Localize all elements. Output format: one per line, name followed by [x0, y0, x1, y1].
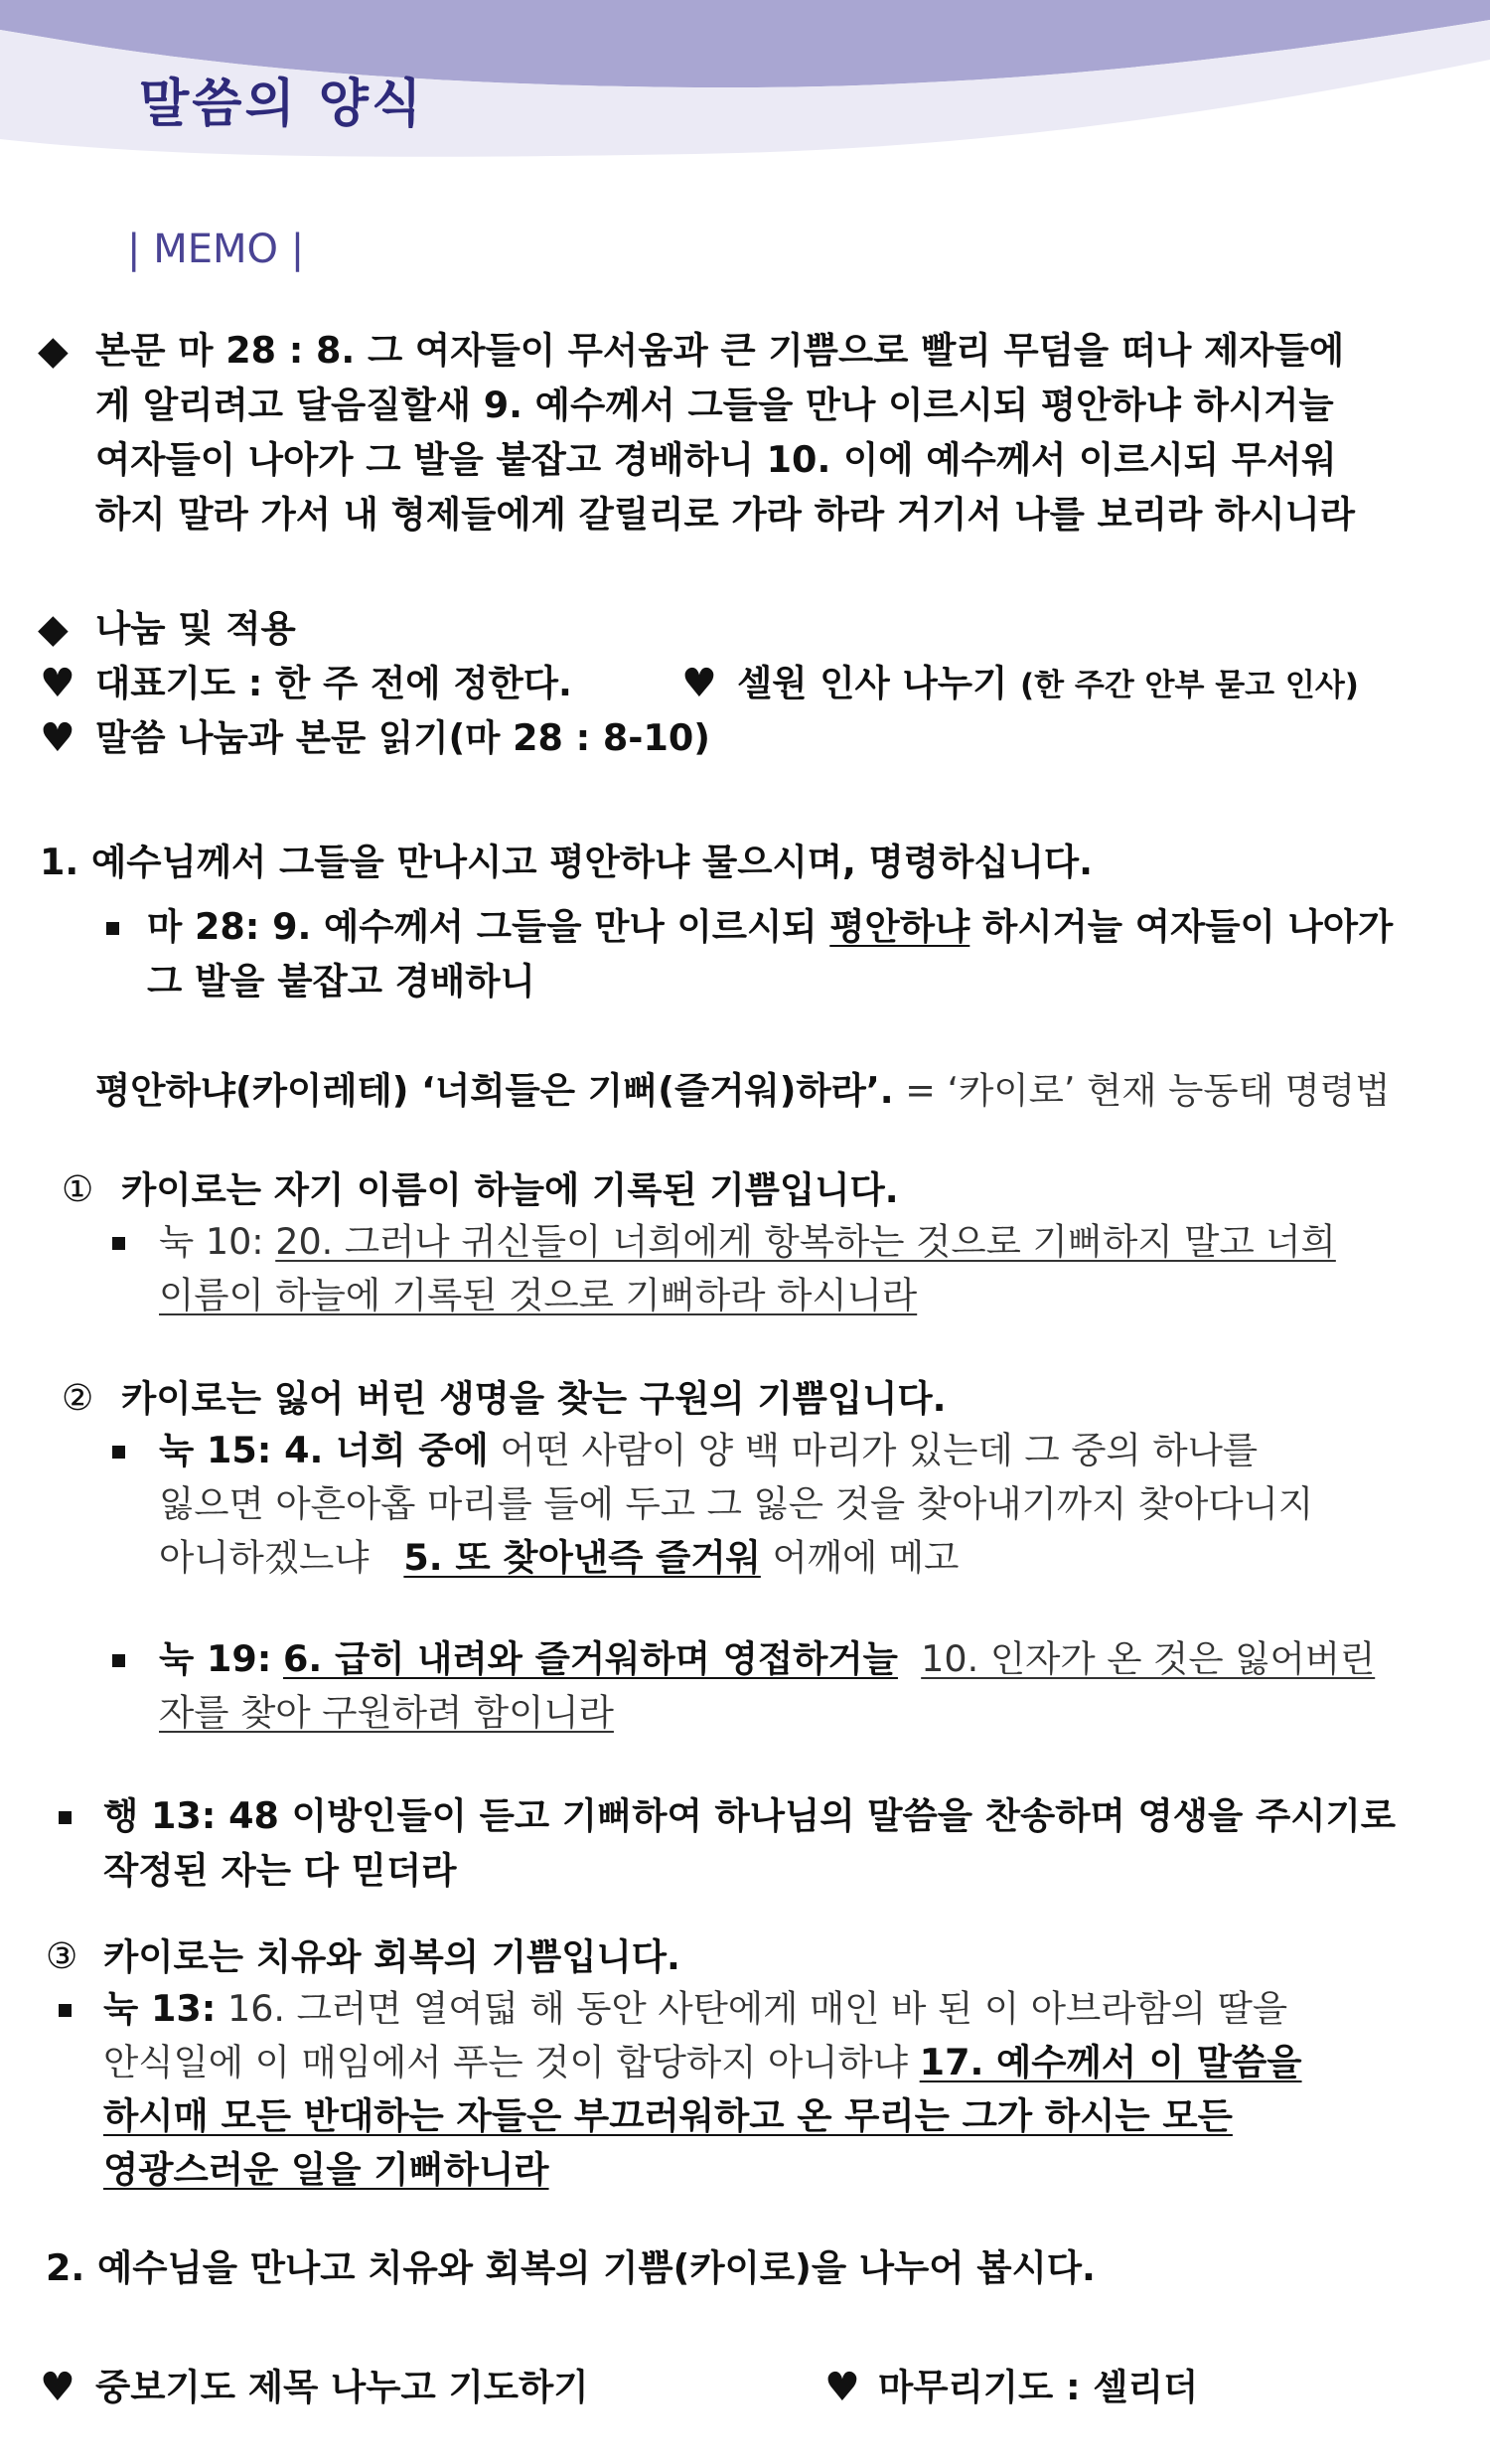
cell-greeting: 셀원 인사 나누기 (한 주간 안부 묻고 인사)	[737, 662, 1359, 704]
verse-lk-10-20: 눅 10: 20. 그러나 귀신들이 너희에게 항복하는 것으로 기뻐하지 말고 너희	[159, 1220, 1336, 1263]
verse-lk-15-5: 아니하겠느냐 5. 또 찾아낸즉 즐거워 어깨에 메고	[159, 1536, 960, 1579]
heart-icon: ♥	[824, 2365, 860, 2410]
closing-prayer: 마무리기도 : 셀리더	[878, 2366, 1199, 2408]
page-title: 말씀의 양식	[139, 75, 425, 134]
kairete-note: 평안하냐(카이레테) ‘너희들은 기뻐(즐거워)하라’. = ‘카이로’ 현재 능동태 명령법	[95, 1069, 1391, 1112]
intercession-prayer: 중보기도 제목 나누고 기도하기	[95, 2366, 589, 2408]
verse-lk-15-4-cont: 잃으면 아흔아홉 마리를 들에 두고 그 잃은 것을 찾아내기까지 찾아다니지	[159, 1482, 1314, 1525]
point-1-heading: 카이로는 자기 이름이 하늘에 기록된 기쁨입니다.	[121, 1168, 899, 1211]
square-bullet-icon	[59, 2004, 72, 2017]
verse-lk-19-10-cont: 자를 찾아 구원하려 함이니라	[159, 1691, 614, 1734]
circled-3-icon: ③	[46, 1936, 78, 1977]
section-2-heading: 2. 예수님을 만나고 치유와 회복의 기쁨(카이로)을 나누어 봅시다.	[46, 2246, 1096, 2289]
scripture-line-2: 게 알리려고 달음질할새 9. 예수께서 그들을 만나 이르시되 평안하냐 하시거늘	[95, 384, 1334, 426]
square-bullet-icon	[106, 922, 119, 935]
verse-lk-13-17: 하시매 모든 반대하는 자들은 부끄러워하고 온 무리는 그가 하시는 모든	[103, 2094, 1233, 2137]
verse-lk-13-16: 눅 13: 16. 그러면 열여덟 해 동안 사탄에게 매인 바 된 이 아브라함의 딸을	[103, 1987, 1288, 2030]
scripture-line-3: 여자들이 나아가 그 발을 붙잡고 경배하니 10. 이에 예수께서 이르시되 무서워	[95, 438, 1337, 481]
section-1-heading: 1. 예수님께서 그들을 만나시고 평안하냐 물으시며, 명령하십니다.	[40, 841, 1093, 883]
verse-lk-13-17-cont: 영광스러운 일을 기뻐하니라	[103, 2148, 549, 2191]
verse-acts-13-48: 행 13: 48 이방인들이 듣고 기뻐하여 하나님의 말씀을 찬송하며 영생을 주시기로	[103, 1794, 1397, 1837]
reading-line: 말씀 나눔과 본문 읽기(마 28 : 8-10)	[95, 716, 710, 759]
verse-mt-28-9-cont: 그 발을 붙잡고 경배하니	[147, 960, 535, 1002]
verse-mt-28-9: 마 28: 9. 예수께서 그들을 만나 이르시되 평안하냐 하시거늘 여자들이 나아가	[147, 905, 1394, 948]
circled-1-icon: ①	[62, 1169, 94, 1210]
square-bullet-icon	[112, 1237, 125, 1250]
scripture-line-1: 본문 마 28 : 8. 그 여자들이 무서움과 큰 기쁨으로 빨리 무덤을 떠나 제자들에	[95, 329, 1345, 372]
share-heading: 나눔 및 적용	[95, 607, 296, 650]
point-3-heading: 카이로는 치유와 회복의 기쁨입니다.	[103, 1935, 680, 1978]
diamond-icon: ◆	[38, 328, 69, 374]
point-2-heading: 카이로는 잃어 버린 생명을 찾는 구원의 기쁨입니다.	[121, 1377, 947, 1420]
square-bullet-icon	[112, 1654, 125, 1667]
verse-acts-13-48-cont: 작정된 자는 다 믿더라	[103, 1849, 457, 1892]
scripture-line-4: 하지 말라 가서 내 형제들에게 갈릴리로 가라 하라 거기서 나를 보리라 하시니라	[95, 493, 1356, 536]
square-bullet-icon	[59, 1811, 72, 1824]
rep-prayer: 대표기도 : 한 주 전에 정한다.	[95, 662, 572, 704]
diamond-icon: ◆	[38, 606, 69, 652]
verse-lk-13-16-cont: 안식일에 이 매임에서 푸는 것이 합당하지 아니하냐 17. 예수께서 이 말씀을	[103, 2041, 1302, 2083]
heart-icon: ♥	[40, 715, 75, 761]
heart-icon: ♥	[40, 661, 75, 706]
verse-lk-10-20-cont: 이름이 하늘에 기록된 것으로 기뻐하라 하시니라	[159, 1274, 918, 1316]
heart-icon: ♥	[681, 661, 717, 706]
verse-lk-19-6: 눅 19: 6. 급히 내려와 즐거워하며 영접하거늘 10. 인자가 온 것은 잃어버린	[159, 1637, 1376, 1680]
circled-2-icon: ②	[62, 1378, 94, 1419]
verse-lk-15-4: 눅 15: 4. 너희 중에 어떤 사람이 양 백 마리가 있는데 그 중의 하나를	[159, 1429, 1259, 1471]
memo-label: | MEMO |	[127, 227, 305, 272]
square-bullet-icon	[112, 1446, 125, 1459]
heart-icon: ♥	[40, 2365, 75, 2410]
